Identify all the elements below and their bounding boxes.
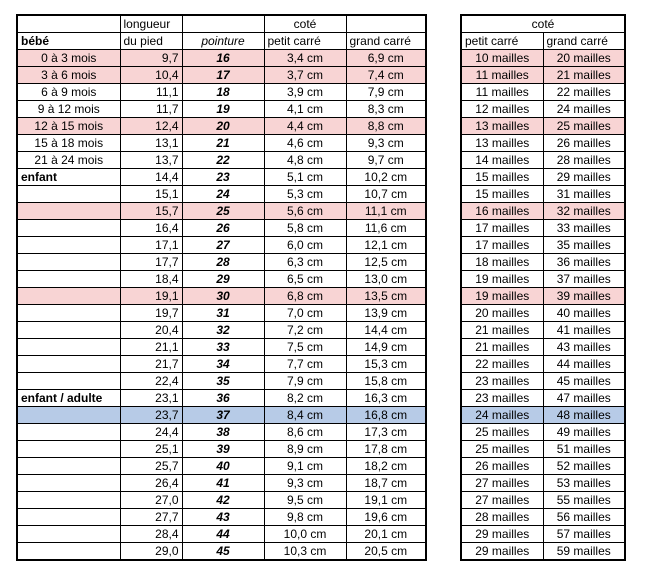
- grand-carre-cell: 15,3 cm: [346, 356, 426, 373]
- petit-mailles-cell: 26 mailles: [461, 458, 543, 475]
- grand-mailles-cell: 41 mailles: [543, 322, 625, 339]
- petit-carre-cell: 8,2 cm: [264, 390, 346, 407]
- age-cell: 6 à 9 mois: [17, 84, 120, 101]
- petit-mailles-cell: 16 mailles: [461, 203, 543, 220]
- petit-carre-cell: 3,7 cm: [264, 67, 346, 84]
- longueur-cell: 27,7: [120, 509, 182, 526]
- table-row: [461, 288, 625, 305]
- longueur-cell: 25,7: [120, 458, 182, 475]
- petit-carre-cell: 4,4 cm: [264, 118, 346, 135]
- header-petit-carre: petit carré: [461, 33, 543, 50]
- longueur-cell: 12,4: [120, 118, 182, 135]
- petit-mailles-cell: 18 mailles: [461, 254, 543, 271]
- age-cell: [17, 203, 120, 220]
- grand-carre-cell: 16,3 cm: [346, 390, 426, 407]
- table-row: [17, 135, 426, 152]
- grand-mailles-cell: 40 mailles: [543, 305, 625, 322]
- table-row: [17, 475, 426, 492]
- table-row: [461, 339, 625, 356]
- table-row: [461, 237, 625, 254]
- pointure-cell: 28: [182, 254, 264, 271]
- grand-mailles-cell: 37 mailles: [543, 271, 625, 288]
- pointure-cell: 36: [182, 390, 264, 407]
- pointure-cell: 39: [182, 441, 264, 458]
- grand-carre-cell: 14,9 cm: [346, 339, 426, 356]
- age-cell: [17, 237, 120, 254]
- petit-carre-cell: 7,0 cm: [264, 305, 346, 322]
- age-cell: [17, 475, 120, 492]
- grand-mailles-cell: 22 mailles: [543, 84, 625, 101]
- pointure-cell: 35: [182, 373, 264, 390]
- table-row: [461, 543, 625, 561]
- pointure-cell: 16: [182, 50, 264, 67]
- header-row-2: [461, 33, 625, 50]
- grand-carre-cell: 10,2 cm: [346, 169, 426, 186]
- grand-mailles-cell: 35 mailles: [543, 237, 625, 254]
- petit-mailles-cell: 19 mailles: [461, 288, 543, 305]
- longueur-cell: 14,4: [120, 169, 182, 186]
- petit-mailles-cell: 17 mailles: [461, 237, 543, 254]
- longueur-cell: 16,4: [120, 220, 182, 237]
- petit-carre-cell: 8,4 cm: [264, 407, 346, 424]
- longueur-cell: 27,0: [120, 492, 182, 509]
- petit-mailles-cell: 14 mailles: [461, 152, 543, 169]
- grand-mailles-cell: 39 mailles: [543, 288, 625, 305]
- table-row: [461, 169, 625, 186]
- longueur-cell: 26,4: [120, 475, 182, 492]
- table-row: [461, 271, 625, 288]
- table-row: [461, 356, 625, 373]
- table-row: [461, 475, 625, 492]
- table-row: [461, 441, 625, 458]
- grand-carre-cell: 7,9 cm: [346, 84, 426, 101]
- longueur-cell: 17,1: [120, 237, 182, 254]
- petit-mailles-cell: 29 mailles: [461, 543, 543, 561]
- section-label-bebe: bébé: [17, 33, 120, 50]
- table-row: [461, 186, 625, 203]
- grand-carre-cell: 10,7 cm: [346, 186, 426, 203]
- table-row: [461, 322, 625, 339]
- table-row: [17, 254, 426, 271]
- pointure-cell: 31: [182, 305, 264, 322]
- pointure-cell: 29: [182, 271, 264, 288]
- grand-carre-cell: 12,5 cm: [346, 254, 426, 271]
- longueur-cell: 22,4: [120, 373, 182, 390]
- longueur-cell: 19,7: [120, 305, 182, 322]
- age-cell: [17, 288, 120, 305]
- petit-carre-cell: 3,9 cm: [264, 84, 346, 101]
- grand-mailles-cell: 55 mailles: [543, 492, 625, 509]
- age-cell: [17, 356, 120, 373]
- table-row: [17, 271, 426, 288]
- age-cell: [17, 458, 120, 475]
- grand-mailles-cell: 25 mailles: [543, 118, 625, 135]
- grand-mailles-cell: 24 mailles: [543, 101, 625, 118]
- petit-mailles-cell: 15 mailles: [461, 186, 543, 203]
- longueur-cell: 15,1: [120, 186, 182, 203]
- petit-mailles-cell: 22 mailles: [461, 356, 543, 373]
- table-row: [17, 237, 426, 254]
- petit-mailles-cell: 23 mailles: [461, 373, 543, 390]
- grand-mailles-cell: 48 mailles: [543, 407, 625, 424]
- petit-mailles-cell: 10 mailles: [461, 50, 543, 67]
- header-empty: [346, 15, 426, 33]
- header-cote: coté: [264, 15, 346, 33]
- table-row: [17, 509, 426, 526]
- petit-carre-cell: 4,8 cm: [264, 152, 346, 169]
- pointure-cell: 37: [182, 407, 264, 424]
- petit-carre-cell: 5,8 cm: [264, 220, 346, 237]
- age-cell: [17, 526, 120, 543]
- longueur-cell: 19,1: [120, 288, 182, 305]
- age-cell: 21 à 24 mois: [17, 152, 120, 169]
- grand-carre-cell: 13,5 cm: [346, 288, 426, 305]
- pointure-cell: 30: [182, 288, 264, 305]
- section-label-enfant-adulte: enfant / adulte: [17, 390, 120, 407]
- pointure-cell: 43: [182, 509, 264, 526]
- pointure-cell: 21: [182, 135, 264, 152]
- age-cell: [17, 339, 120, 356]
- petit-carre-cell: 7,5 cm: [264, 339, 346, 356]
- petit-mailles-cell: 25 mailles: [461, 441, 543, 458]
- table-row: [461, 424, 625, 441]
- age-cell: [17, 254, 120, 271]
- longueur-cell: 13,7: [120, 152, 182, 169]
- pointure-cell: 17: [182, 67, 264, 84]
- table-row: [17, 526, 426, 543]
- petit-mailles-cell: 29 mailles: [461, 526, 543, 543]
- pointure-cell: 27: [182, 237, 264, 254]
- petit-mailles-cell: 27 mailles: [461, 492, 543, 509]
- age-cell: [17, 543, 120, 561]
- petit-carre-cell: 4,1 cm: [264, 101, 346, 118]
- table-row: [461, 390, 625, 407]
- table-row: [17, 288, 426, 305]
- grand-carre-cell: 17,8 cm: [346, 441, 426, 458]
- grand-carre-cell: 9,7 cm: [346, 152, 426, 169]
- table-row: [461, 135, 625, 152]
- age-cell: [17, 441, 120, 458]
- petit-carre-cell: 9,5 cm: [264, 492, 346, 509]
- age-cell: [17, 492, 120, 509]
- header-petit-carre: petit carré: [264, 33, 346, 50]
- longueur-cell: 10,4: [120, 67, 182, 84]
- pointure-cell: 24: [182, 186, 264, 203]
- table-row: [17, 407, 426, 424]
- petit-carre-cell: 5,3 cm: [264, 186, 346, 203]
- petit-carre-cell: 5,1 cm: [264, 169, 346, 186]
- grand-mailles-cell: 52 mailles: [543, 458, 625, 475]
- age-cell: [17, 407, 120, 424]
- grand-mailles-cell: 26 mailles: [543, 135, 625, 152]
- header-longueur: longueur: [120, 15, 182, 33]
- table-row: [461, 509, 625, 526]
- age-cell: 15 à 18 mois: [17, 135, 120, 152]
- age-cell: [17, 424, 120, 441]
- petit-mailles-cell: 11 mailles: [461, 67, 543, 84]
- grand-mailles-cell: 45 mailles: [543, 373, 625, 390]
- longueur-cell: 28,4: [120, 526, 182, 543]
- header-du-pied: du pied: [120, 33, 182, 50]
- petit-mailles-cell: 28 mailles: [461, 509, 543, 526]
- pointure-cell: 22: [182, 152, 264, 169]
- petit-mailles-cell: 12 mailles: [461, 101, 543, 118]
- grand-mailles-cell: 59 mailles: [543, 543, 625, 561]
- age-cell: 3 à 6 mois: [17, 67, 120, 84]
- grand-carre-cell: 6,9 cm: [346, 50, 426, 67]
- header-grand-carre: grand carré: [346, 33, 426, 50]
- grand-carre-cell: 11,1 cm: [346, 203, 426, 220]
- longueur-cell: 21,1: [120, 339, 182, 356]
- petit-mailles-cell: 21 mailles: [461, 322, 543, 339]
- pointure-cell: 25: [182, 203, 264, 220]
- age-cell: 12 à 15 mois: [17, 118, 120, 135]
- grand-mailles-cell: 47 mailles: [543, 390, 625, 407]
- petit-carre-cell: 10,0 cm: [264, 526, 346, 543]
- grand-mailles-cell: 49 mailles: [543, 424, 625, 441]
- pointure-cell: 44: [182, 526, 264, 543]
- age-cell: 9 à 12 mois: [17, 101, 120, 118]
- table-row: [461, 407, 625, 424]
- petit-mailles-cell: 13 mailles: [461, 118, 543, 135]
- table-row: [461, 373, 625, 390]
- pointure-cell: 19: [182, 101, 264, 118]
- petit-carre-cell: 4,6 cm: [264, 135, 346, 152]
- table-row: [17, 118, 426, 135]
- grand-mailles-cell: 28 mailles: [543, 152, 625, 169]
- header-row-1: [17, 15, 426, 33]
- petit-mailles-cell: 27 mailles: [461, 475, 543, 492]
- pointure-cell: 33: [182, 339, 264, 356]
- table-row: [17, 373, 426, 390]
- longueur-cell: 20,4: [120, 322, 182, 339]
- petit-mailles-cell: 25 mailles: [461, 424, 543, 441]
- pointure-cell: 40: [182, 458, 264, 475]
- table-row: [17, 424, 426, 441]
- grand-mailles-cell: 31 mailles: [543, 186, 625, 203]
- table-row: [17, 390, 426, 407]
- grand-mailles-cell: 44 mailles: [543, 356, 625, 373]
- pointure-cell: 42: [182, 492, 264, 509]
- longueur-cell: 24,4: [120, 424, 182, 441]
- petit-carre-cell: 8,6 cm: [264, 424, 346, 441]
- grand-carre-cell: 9,3 cm: [346, 135, 426, 152]
- longueur-cell: 11,1: [120, 84, 182, 101]
- petit-mailles-cell: 11 mailles: [461, 84, 543, 101]
- table-row: [17, 441, 426, 458]
- longueur-cell: 25,1: [120, 441, 182, 458]
- petit-carre-cell: 6,0 cm: [264, 237, 346, 254]
- table-row: [461, 67, 625, 84]
- petit-mailles-cell: 20 mailles: [461, 305, 543, 322]
- grand-carre-cell: 20,1 cm: [346, 526, 426, 543]
- table-row: [461, 305, 625, 322]
- table-row: [461, 203, 625, 220]
- grand-mailles-cell: 56 mailles: [543, 509, 625, 526]
- table-row: [461, 152, 625, 169]
- grand-mailles-cell: 29 mailles: [543, 169, 625, 186]
- section-label-enfant: enfant: [17, 169, 120, 186]
- grand-carre-cell: 18,2 cm: [346, 458, 426, 475]
- stitches-table: [460, 14, 626, 561]
- petit-carre-cell: 6,8 cm: [264, 288, 346, 305]
- table-row: [461, 101, 625, 118]
- longueur-cell: 11,7: [120, 101, 182, 118]
- petit-carre-cell: 9,1 cm: [264, 458, 346, 475]
- table-row: [17, 220, 426, 237]
- petit-mailles-cell: 17 mailles: [461, 220, 543, 237]
- petit-carre-cell: 7,2 cm: [264, 322, 346, 339]
- age-cell: [17, 322, 120, 339]
- longueur-cell: 21,7: [120, 356, 182, 373]
- longueur-cell: 13,1: [120, 135, 182, 152]
- table-row: [17, 203, 426, 220]
- table-row: [17, 339, 426, 356]
- petit-carre-cell: 10,3 cm: [264, 543, 346, 561]
- longueur-cell: 23,7: [120, 407, 182, 424]
- grand-carre-cell: 14,4 cm: [346, 322, 426, 339]
- longueur-cell: 18,4: [120, 271, 182, 288]
- age-cell: [17, 305, 120, 322]
- grand-carre-cell: 16,8 cm: [346, 407, 426, 424]
- table-row: [461, 458, 625, 475]
- grand-carre-cell: 15,8 cm: [346, 373, 426, 390]
- petit-mailles-cell: 21 mailles: [461, 339, 543, 356]
- grand-mailles-cell: 53 mailles: [543, 475, 625, 492]
- table-row: [17, 305, 426, 322]
- grand-mailles-cell: 36 mailles: [543, 254, 625, 271]
- petit-carre-cell: 8,9 cm: [264, 441, 346, 458]
- table-row: [17, 152, 426, 169]
- longueur-cell: 17,7: [120, 254, 182, 271]
- longueur-cell: 23,1: [120, 390, 182, 407]
- grand-mailles-cell: 43 mailles: [543, 339, 625, 356]
- header-cote: coté: [461, 15, 625, 33]
- grand-mailles-cell: 57 mailles: [543, 526, 625, 543]
- table-row: [461, 254, 625, 271]
- header-empty: [17, 15, 120, 33]
- grand-carre-cell: 20,5 cm: [346, 543, 426, 561]
- age-cell: [17, 271, 120, 288]
- table-row: [17, 543, 426, 561]
- longueur-cell: 29,0: [120, 543, 182, 561]
- grand-carre-cell: 19,1 cm: [346, 492, 426, 509]
- grand-carre-cell: 13,0 cm: [346, 271, 426, 288]
- header-grand-carre: grand carré: [543, 33, 625, 50]
- age-cell: [17, 373, 120, 390]
- pointure-cell: 23: [182, 169, 264, 186]
- table-row: [17, 322, 426, 339]
- header-empty: [182, 15, 264, 33]
- table-row: [461, 492, 625, 509]
- pointure-cell: 20: [182, 118, 264, 135]
- petit-carre-cell: 7,7 cm: [264, 356, 346, 373]
- petit-carre-cell: 7,9 cm: [264, 373, 346, 390]
- grand-carre-cell: 8,8 cm: [346, 118, 426, 135]
- grand-carre-cell: 12,1 cm: [346, 237, 426, 254]
- table-row: [17, 492, 426, 509]
- header-pointure: pointure: [182, 33, 264, 50]
- grand-carre-cell: 7,4 cm: [346, 67, 426, 84]
- pointure-cell: 18: [182, 84, 264, 101]
- petit-carre-cell: 9,8 cm: [264, 509, 346, 526]
- grand-carre-cell: 8,3 cm: [346, 101, 426, 118]
- table-row: [17, 101, 426, 118]
- table-row: [461, 220, 625, 237]
- table-row: [461, 526, 625, 543]
- grand-mailles-cell: 21 mailles: [543, 67, 625, 84]
- size-table: [16, 14, 427, 561]
- table-row: [17, 186, 426, 203]
- grand-carre-cell: 18,7 cm: [346, 475, 426, 492]
- grand-mailles-cell: 20 mailles: [543, 50, 625, 67]
- longueur-cell: 9,7: [120, 50, 182, 67]
- pointure-cell: 45: [182, 543, 264, 561]
- table-row: [17, 458, 426, 475]
- age-cell: [17, 509, 120, 526]
- petit-mailles-cell: 19 mailles: [461, 271, 543, 288]
- table-row: [17, 84, 426, 101]
- pointure-cell: 41: [182, 475, 264, 492]
- age-cell: [17, 186, 120, 203]
- pointure-cell: 32: [182, 322, 264, 339]
- petit-mailles-cell: 15 mailles: [461, 169, 543, 186]
- grand-carre-cell: 17,3 cm: [346, 424, 426, 441]
- grand-carre-cell: 19,6 cm: [346, 509, 426, 526]
- header-row-1: [461, 15, 625, 33]
- pointure-cell: 38: [182, 424, 264, 441]
- longueur-cell: 15,7: [120, 203, 182, 220]
- header-row-2: [17, 33, 426, 50]
- table-row: [17, 50, 426, 67]
- pointure-cell: 26: [182, 220, 264, 237]
- table-row: [461, 50, 625, 67]
- petit-carre-cell: 3,4 cm: [264, 50, 346, 67]
- grand-mailles-cell: 32 mailles: [543, 203, 625, 220]
- grand-carre-cell: 13,9 cm: [346, 305, 426, 322]
- age-cell: 0 à 3 mois: [17, 50, 120, 67]
- table-row: [17, 356, 426, 373]
- petit-mailles-cell: 23 mailles: [461, 390, 543, 407]
- petit-carre-cell: 5,6 cm: [264, 203, 346, 220]
- petit-carre-cell: 6,5 cm: [264, 271, 346, 288]
- petit-mailles-cell: 13 mailles: [461, 135, 543, 152]
- table-row: [461, 84, 625, 101]
- petit-mailles-cell: 24 mailles: [461, 407, 543, 424]
- pointure-cell: 34: [182, 356, 264, 373]
- petit-carre-cell: 9,3 cm: [264, 475, 346, 492]
- petit-carre-cell: 6,3 cm: [264, 254, 346, 271]
- table-row: [17, 67, 426, 84]
- table-row: [17, 169, 426, 186]
- age-cell: [17, 220, 120, 237]
- table-row: [461, 118, 625, 135]
- grand-carre-cell: 11,6 cm: [346, 220, 426, 237]
- grand-mailles-cell: 51 mailles: [543, 441, 625, 458]
- grand-mailles-cell: 33 mailles: [543, 220, 625, 237]
